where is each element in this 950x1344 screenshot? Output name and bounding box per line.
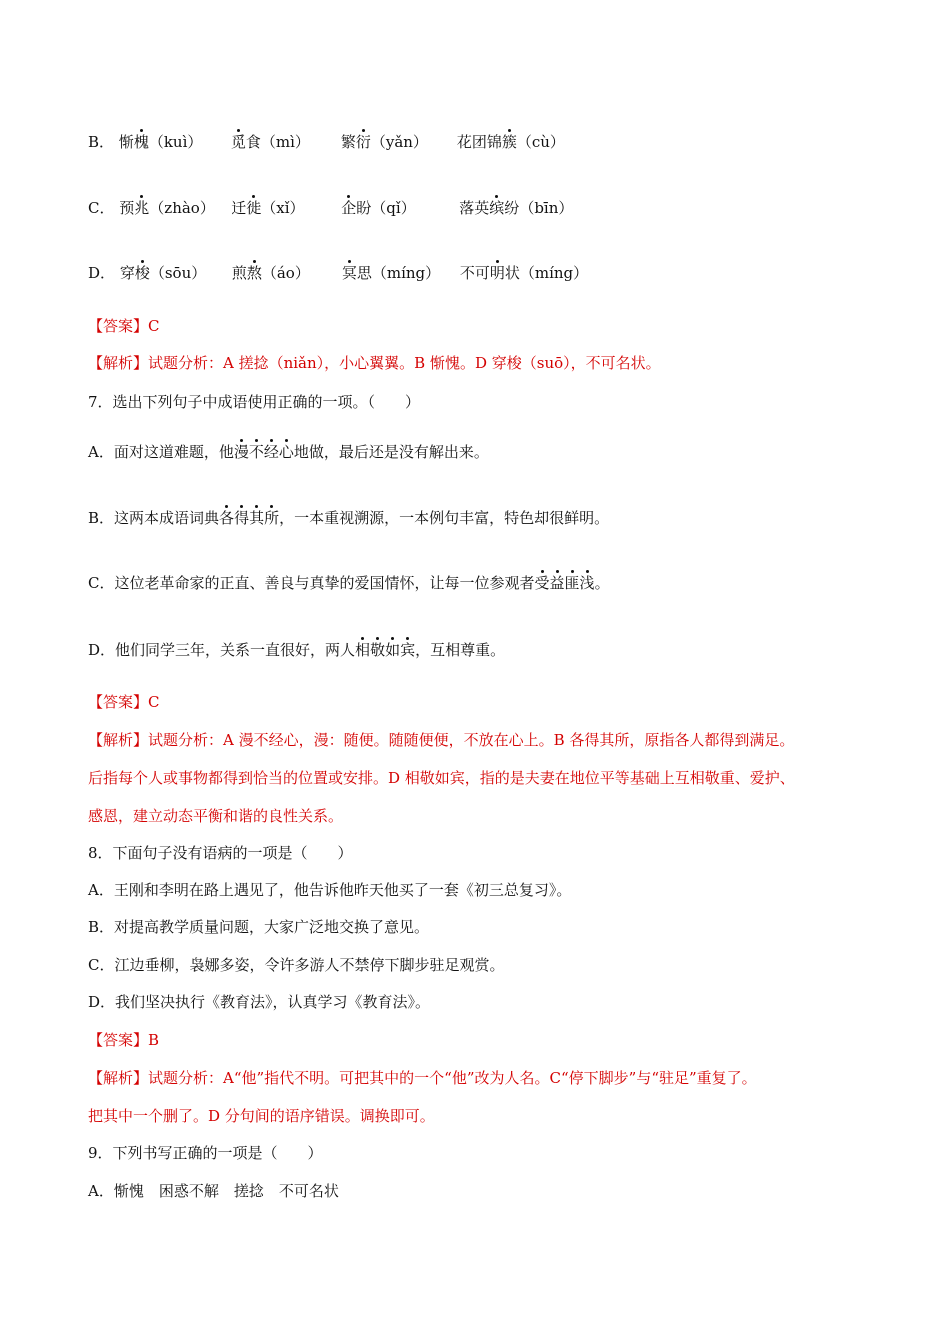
item: 企盼（qǐ） bbox=[341, 199, 416, 217]
dotted-char: 益 bbox=[549, 574, 565, 592]
dotted-char: 所 bbox=[264, 509, 280, 527]
q8-analysis-line-2: 把其中一个删了。D 分句间的语序错误。调换即可。 bbox=[88, 1107, 435, 1125]
dotted-char: 其 bbox=[249, 509, 265, 527]
q6-option-d bbox=[88, 263, 588, 283]
dotted-char: 各 bbox=[219, 509, 235, 527]
dotted-char: 如 bbox=[385, 641, 401, 659]
dotted-idiom bbox=[355, 641, 415, 659]
dotted-idiom bbox=[234, 443, 294, 461]
q8-stem: 8．下面句子没有语病的一项是（ ） bbox=[88, 844, 353, 862]
dotted-char: 漫 bbox=[233, 443, 249, 461]
dotted-idiom bbox=[219, 509, 279, 527]
q8-option-d: D．我们坚决执行《教育法》，认真学习《教育法》。 bbox=[88, 993, 431, 1011]
q7-analysis-line-2: 后指每个人或事物都得到恰当的位置或安排。D 相敬如宾，指的是夫妻在地位平等基础上互相敬重、爱护、 bbox=[88, 769, 795, 787]
dotted-char: 相 bbox=[355, 641, 371, 659]
item: 繁衍（yǎn） bbox=[340, 133, 428, 151]
dotted-char: 敬 bbox=[370, 641, 386, 659]
item: 迁徙（xǐ） bbox=[231, 199, 305, 217]
dotted-char: 经 bbox=[263, 443, 279, 461]
q7-analysis-line-3: 感恩，建立动态平衡和谐的良性关系。 bbox=[88, 807, 344, 825]
q6-option-c bbox=[88, 198, 573, 218]
item: 花团锦簇（cù） bbox=[456, 133, 565, 151]
q6-analysis: 【解析】试题分析：A 搓捻（niǎn），小心翼翼。B 惭愧。D 穿梭（suō），不可名状。 bbox=[88, 354, 661, 372]
item: 穿梭（sōu） bbox=[119, 264, 207, 282]
q8-option-c: C．江边垂柳，袅娜多姿，令许多游人不禁停下脚步驻足观赏。 bbox=[88, 956, 505, 974]
item: 预兆（zhào） bbox=[119, 199, 215, 217]
item: 不可明状（míng） bbox=[459, 264, 589, 282]
q7-option-d: D．他们同学三年，关系一直很好，两人相敬如宾，互相尊重。 bbox=[88, 641, 506, 659]
item: 煎熬（áo） bbox=[231, 264, 310, 282]
q8-option-a: A．王刚和李明在路上遇见了，他告诉他昨天他买了一套《初三总复习》。 bbox=[88, 881, 572, 899]
dotted-char: 得 bbox=[234, 509, 250, 527]
q9-option-a: A．惭愧 困惑不解 搓捻 不可名状 bbox=[88, 1182, 339, 1200]
option-letter: D． bbox=[88, 264, 116, 282]
q6-answer: 【答案】C bbox=[88, 317, 160, 335]
option-letter: B． bbox=[88, 133, 115, 151]
item: 觅食（mì） bbox=[230, 133, 310, 151]
dotted-char: 心 bbox=[278, 443, 294, 461]
q7-option-b: B．这两本成语词典各得其所，一本重视溯源，一本例句丰富，特色却很鲜明。 bbox=[88, 509, 610, 527]
q8-analysis-line-1: 【解析】试题分析：A“他”指代不明。可把其中的一个“他”改为人名。C“停下脚步”与“驻足”重复了。 bbox=[88, 1069, 757, 1087]
q9-stem: 9．下列书写正确的一项是（ ） bbox=[88, 1144, 323, 1162]
dotted-idiom bbox=[535, 574, 595, 592]
dotted-char: 受 bbox=[534, 574, 550, 592]
q8-option-b: B．对提高教学质量问题，大家广泛地交换了意见。 bbox=[88, 918, 430, 936]
q8-answer: 【答案】B bbox=[88, 1031, 160, 1049]
dotted-char: 匪 bbox=[564, 574, 580, 592]
option-letter: C． bbox=[88, 199, 115, 217]
q7-answer: 【答案】C bbox=[88, 693, 160, 711]
q7-stem: 7．选出下列句子中成语使用正确的一项。（ ） bbox=[88, 393, 421, 411]
item: 落英缤纷（bīn） bbox=[459, 199, 574, 217]
q7-analysis-line-1: 【解析】试题分析：A 漫不经心，漫：随便。随随便便，不放在心上。B 各得其所，原指各人都得到满足。 bbox=[88, 731, 795, 749]
dotted-char: 不 bbox=[248, 443, 264, 461]
item: 冥思（míng） bbox=[341, 264, 441, 282]
dotted-char: 浅 bbox=[579, 574, 595, 592]
item: 惭槐（kuì） bbox=[118, 133, 203, 151]
q6-option-b bbox=[88, 132, 565, 152]
q7-option-a: A．面对这道难题，他漫不经心地做，最后还是没有解出来。 bbox=[88, 443, 489, 461]
dotted-char: 宾 bbox=[400, 641, 416, 659]
q7-option-c: C．这位老革命家的正直、善良与真挚的爱国情怀，让每一位参观者受益匪浅。 bbox=[88, 574, 610, 592]
